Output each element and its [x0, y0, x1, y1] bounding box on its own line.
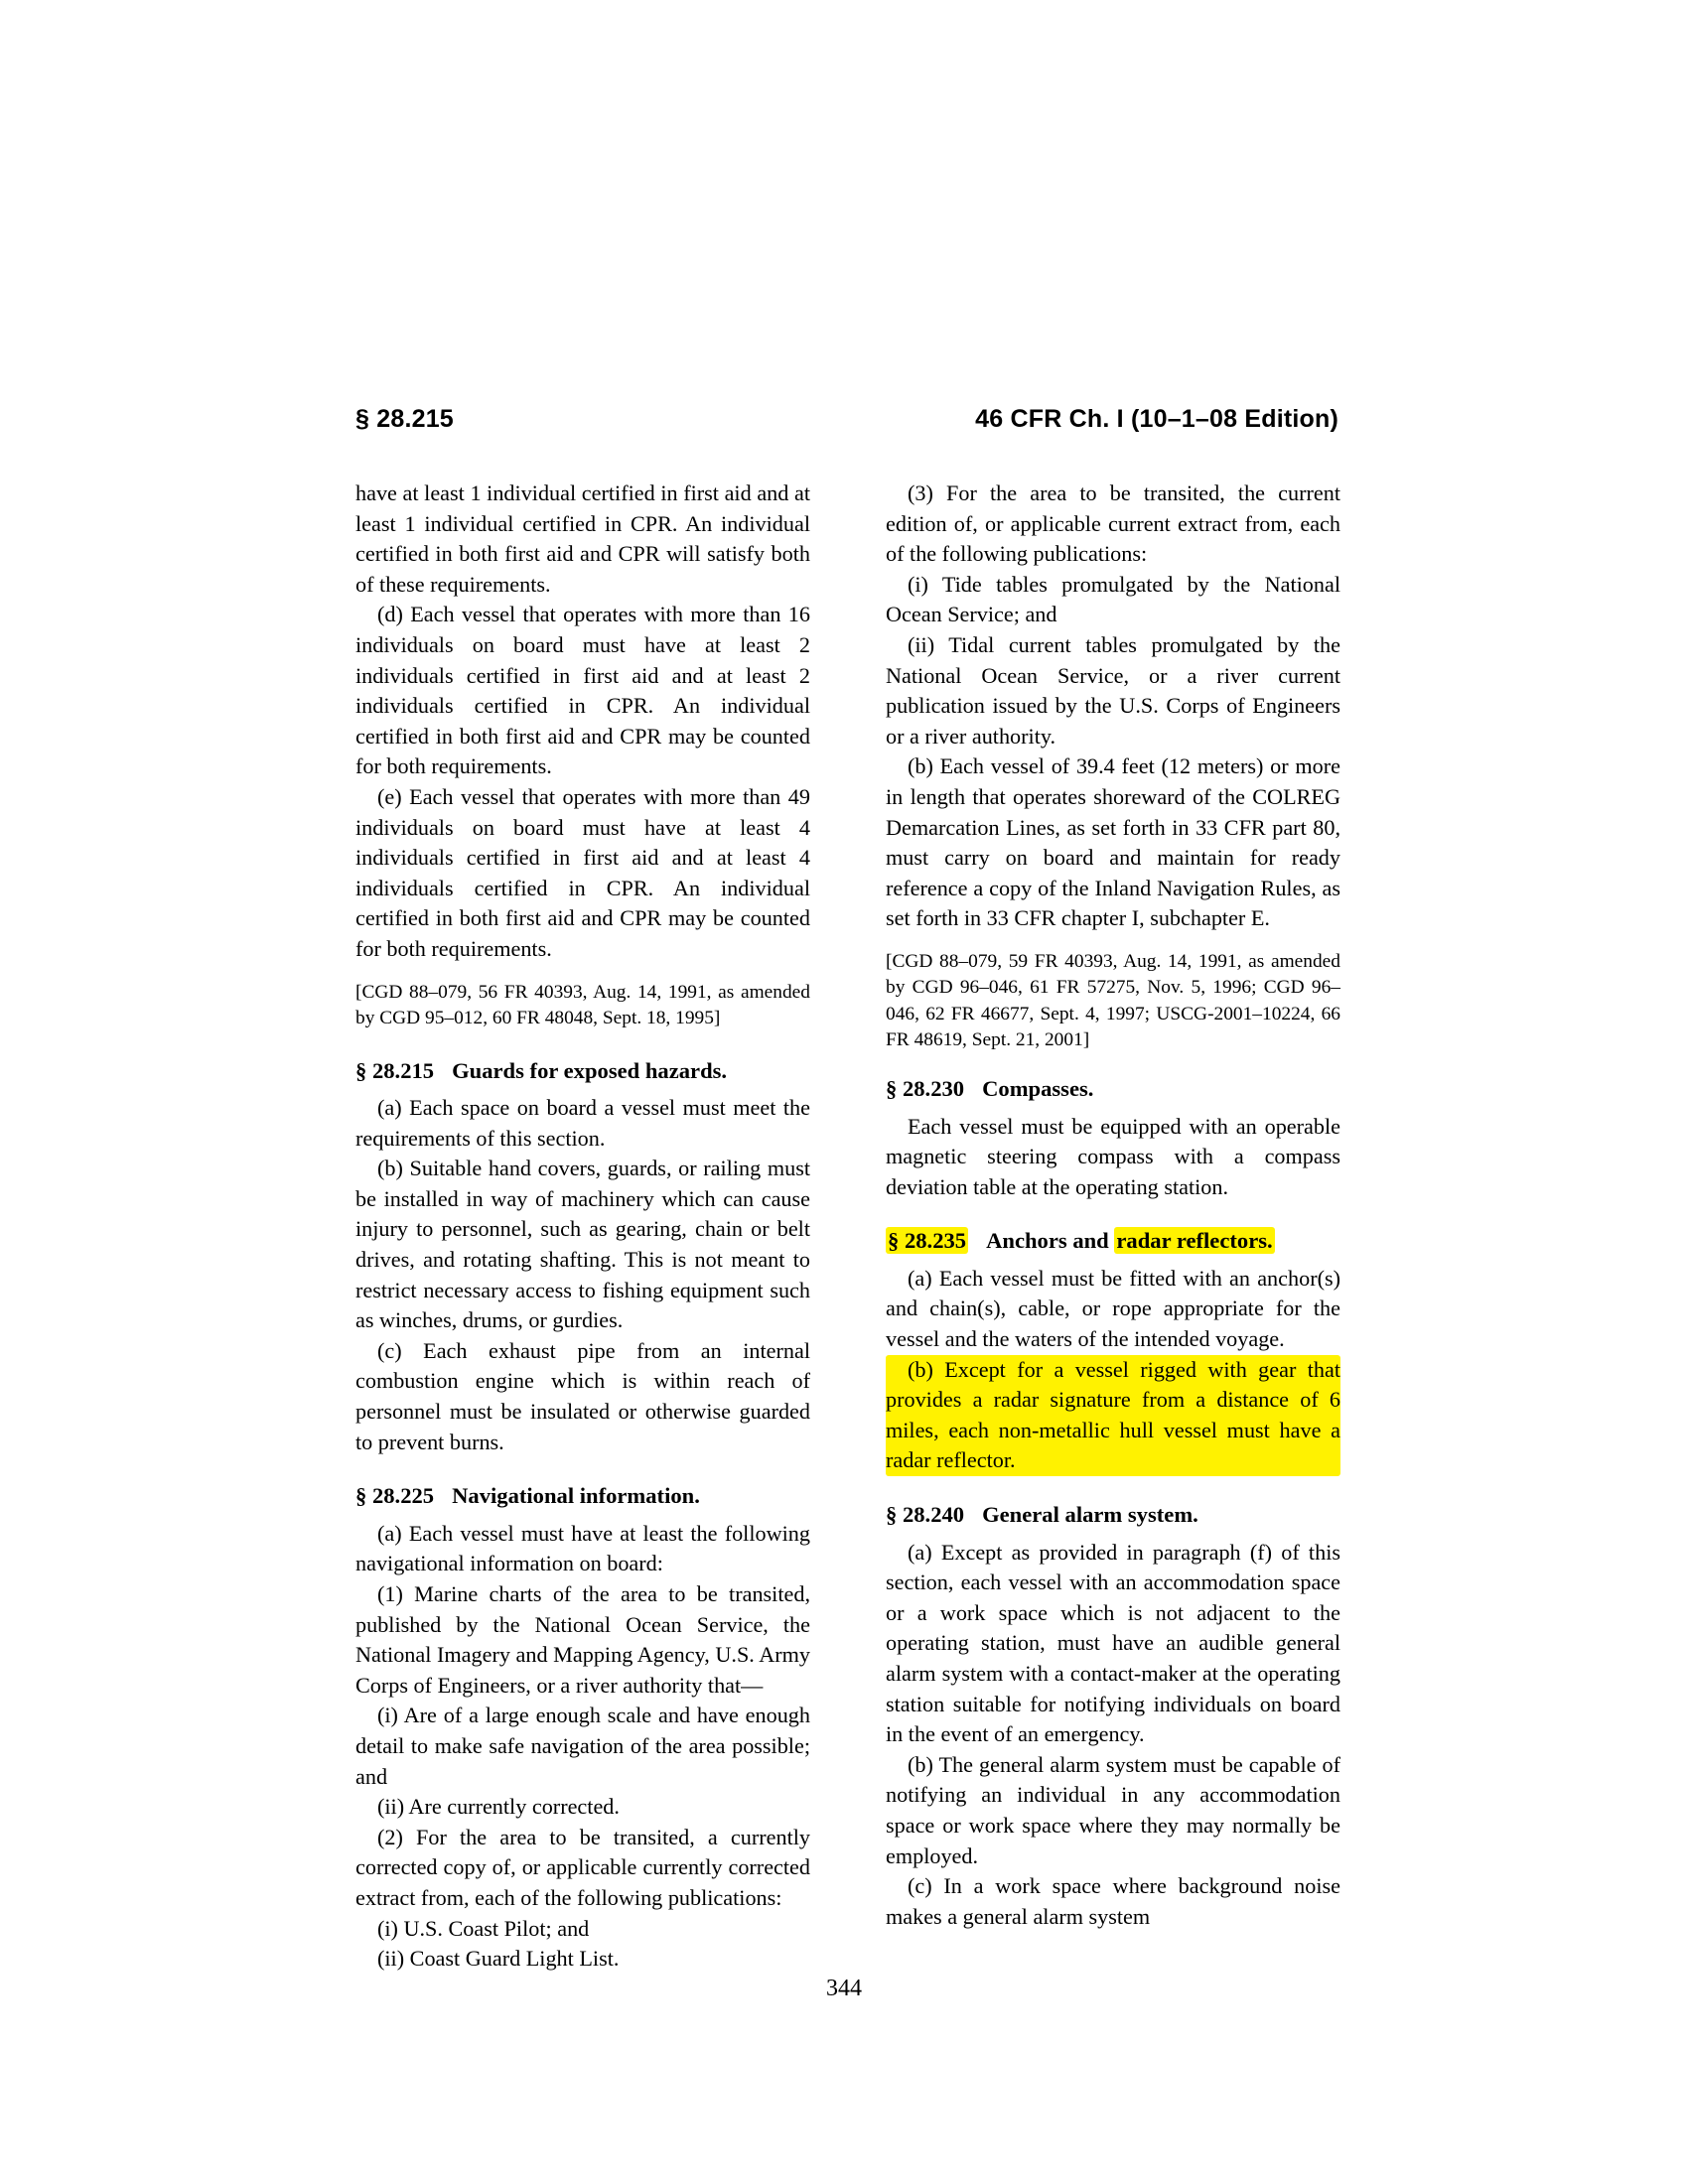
running-head-section-number: § 28.215 — [355, 405, 454, 433]
section-number-28-240: § 28.240 — [886, 1502, 965, 1528]
paragraph-d: (d) Each vessel that operates with more than 16 individuals on board must have at least 2 individuals certified in first aid and at least 2 individuals certified in CPR. An individual certified in both first aid and CPR may be counted for both requirements. — [355, 602, 810, 779]
left-column — [355, 478, 810, 1975]
section-number-28-230: § 28.230 — [886, 1075, 965, 1101]
section-heading-28-235 — [886, 1226, 1340, 1257]
section-title-28-240: General alarm system. — [982, 1502, 1198, 1528]
citation-block-1: [CGD 88–079, 56 FR 40393, Aug. 14, 1991, as amended by CGD 95–012, 60 FR 48048, Sept. 18, 1995] — [355, 981, 810, 1028]
section-28-225-item-3-ii: (ii) Tidal current tables promulgated by the National Ocean Service, or a river current publication issued by the U.S. Corps of Engineers or a river authority. — [886, 631, 1340, 749]
section-28-225-paragraph-b: (b) Each vessel of 39.4 feet (12 meters) or more in length that operates shoreward of the COLREG Demarcation Lines, as set forth in 33 CFR part 80, must carry on board and maintain for ready reference a copy of the Inland Navigation Rules, as set forth in 33 CFR chapter I, subchapter E. — [886, 753, 1340, 931]
section-title-28-235-plain: Anchors and — [986, 1228, 1109, 1254]
section-title-28-230: Compasses. — [982, 1075, 1094, 1101]
section-title-28-235-highlighted: radar reflectors. — [1116, 1228, 1273, 1254]
section-28-235-paragraph-a: (a) Each vessel must be fitted with an anchor(s) and chain(s), cable, or rope appropriate for the vessel and the waters of the intended voyage. — [886, 1265, 1340, 1352]
section-28-230-paragraph: Each vessel must be equipped with an operable magnetic steering compass with a compass deviation table at the operating station. — [886, 1113, 1340, 1199]
section-28-240-paragraph-a: (a) Except as provided in paragraph (f) of this section, each vessel with an accommodation space or a work space which is not adjacent to the operating station, must have an audible general alarm system with a contact-maker at the operating station suitable for notifying individuals on board in the event of an emergency. — [886, 1539, 1340, 1747]
section-28-215-paragraph-a: (a) Each space on board a vessel must meet the requirements of this section. — [355, 1095, 810, 1151]
section-28-235-paragraph-b: (b) Except for a vessel rigged with gear that provides a radar signature from a distance of 6 miles, each non-metallic hull vessel must have a radar reflector. — [886, 1355, 1340, 1476]
paragraph-e: (e) Each vessel that operates with more than 49 individuals on board must have at least 4 individuals certified in first aid and at least 4 individuals certified in CPR. An individual certified in both first aid and CPR may be counted for both requirements. — [355, 783, 810, 961]
body-columns — [355, 478, 1340, 1975]
section-title-28-215: Guards for exposed hazards. — [452, 1057, 728, 1083]
section-number-28-235: § 28.235 — [888, 1228, 967, 1254]
section-28-225-item-2-i: (i) U.S. Coast Pilot; and — [377, 1915, 590, 1941]
section-28-240-paragraph-c: (c) In a work space where background noise makes a general alarm system — [886, 1873, 1340, 1929]
section-28-225-item-1-ii: (ii) Are currently corrected. — [377, 1794, 620, 1820]
section-28-215-paragraph-b: (b) Suitable hand covers, guards, or railing must be installed in way of machinery which can cause injury to personnel, such as gearing, chain or belt drives, and rotating shafting. This is not meant to restrict necessary access to fishing equipment such as winches, drums, or gurdies. — [355, 1156, 810, 1333]
page-number: 344 — [826, 1976, 862, 2001]
citation-block-2: [CGD 88–079, 59 FR 40393, Aug. 14, 1991, as amended by CGD 96–046, 61 FR 57275, Nov. 5, 1996; CGD 96–046, 62 FR 46677, Sept. 4, 1997; USCG-2001–10224, 66 FR 48619, Sept. 21, 2001] — [886, 950, 1340, 1051]
section-28-225-item-2-ii: (ii) Coast Guard Light List. — [377, 1946, 620, 1972]
section-heading-28-230 — [886, 1074, 1340, 1105]
section-title-28-225: Navigational information. — [452, 1483, 700, 1509]
running-head — [355, 405, 1338, 439]
section-number-28-225: § 28.225 — [355, 1483, 435, 1509]
section-28-225-paragraph-a: (a) Each vessel must have at least the following navigational information on board: — [355, 1520, 810, 1576]
section-28-225-item-1: (1) Marine charts of the area to be transited, published by the National Ocean Service, the National Imagery and Mapping Agency, U.S. Army Corps of Engineers, or a river authority that— — [355, 1581, 810, 1698]
section-28-225-item-3-i: (i) Tide tables promulgated by the National Ocean Service; and — [886, 571, 1340, 627]
section-28-240-paragraph-b: (b) The general alarm system must be capable of notifying an individual in any accommodation space or work space where they may normally be employed. — [886, 1751, 1340, 1868]
section-28-225-item-1-i: (i) Are of a large enough scale and have enough detail to make safe navigation of the area possible; and — [355, 1703, 810, 1789]
section-28-225-item-2: (2) For the area to be transited, a currently corrected copy of, or applicable currently corrected extract from, each of the following publications: — [355, 1824, 810, 1910]
running-head-edition: 46 CFR Ch. I (10–1–08 Edition) — [975, 405, 1338, 433]
section-heading-28-225 — [355, 1481, 810, 1512]
section-number-28-215: § 28.215 — [355, 1057, 435, 1083]
section-heading-28-215 — [355, 1056, 810, 1087]
section-28-215-paragraph-c: (c) Each exhaust pipe from an internal combustion engine which is within reach of personnel must be insulated or otherwise guarded to prevent burns. — [355, 1337, 810, 1454]
right-column — [886, 478, 1340, 1975]
paragraph-continued: have at least 1 individual certified in first aid and at least 1 individual certified in CPR. An individual certified in both first aid and CPR will satisfy both of these requirements. — [355, 480, 810, 597]
section-heading-28-240 — [886, 1500, 1340, 1531]
section-28-225-item-3: (3) For the area to be transited, the current edition of, or applicable current extract from, each of the following publications: — [886, 480, 1340, 567]
